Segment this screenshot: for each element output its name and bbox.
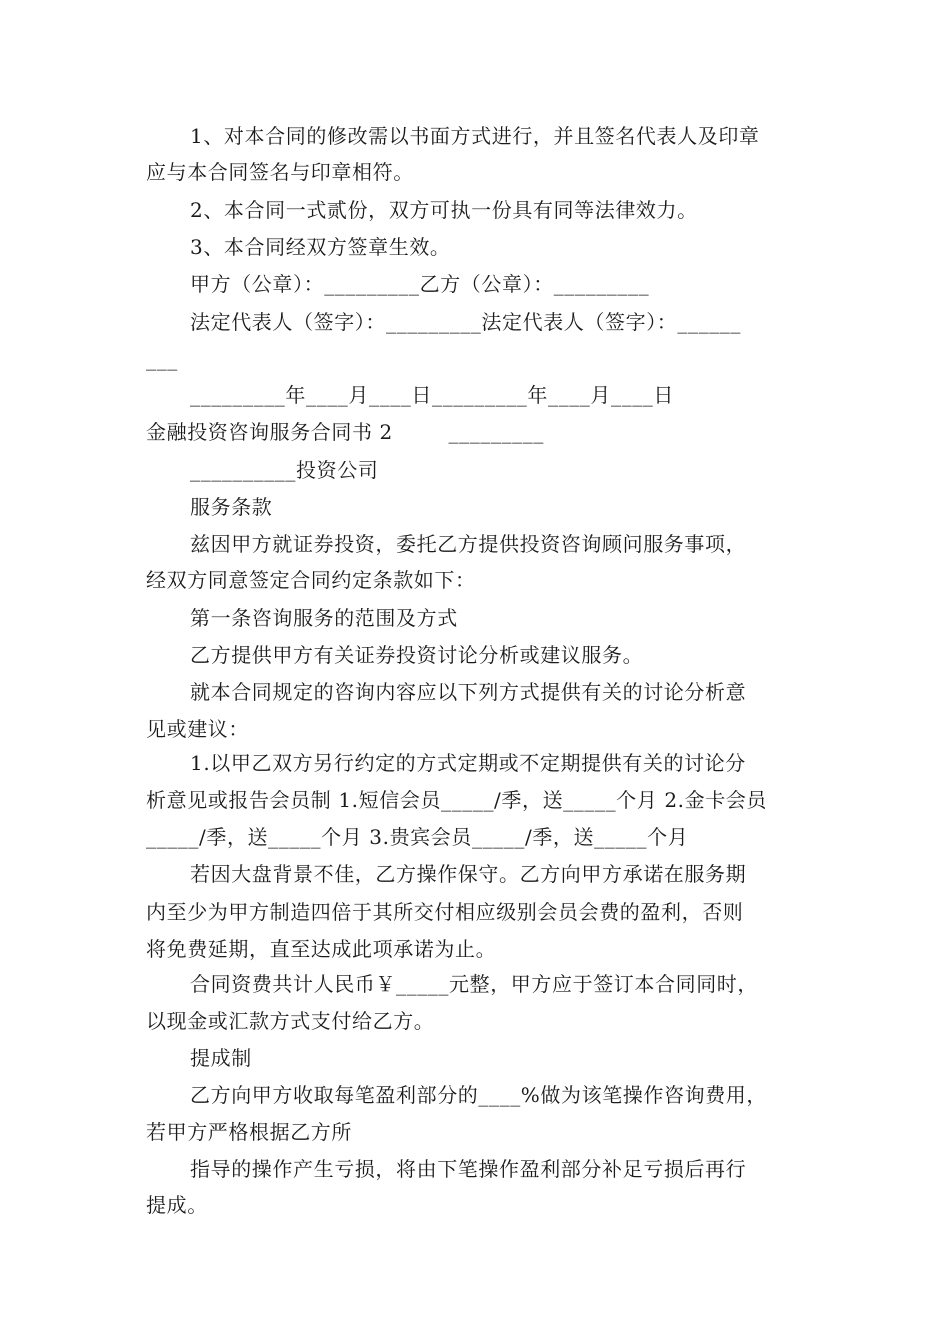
company-line: __________投资公司 (190, 458, 379, 482)
text-line: 应与本合同签名与印章相符。 (146, 160, 414, 184)
text-line: 见或建议： (146, 717, 249, 741)
membership-line: 析意见或报告会员制 1.短信会员_____/季，送_____个月 2.金卡会员 (146, 788, 768, 812)
text-line: 1、对本合同的修改需以书面方式进行，并且签名代表人及印章 (190, 124, 760, 148)
date-line: _________年____月____日_________年____月____日 (190, 383, 674, 407)
text-line: 就本合同规定的咨询内容应以下列方式提供有关的讨论分析意 (190, 680, 747, 704)
contract-title: 金融投资咨询服务合同书 2 _________ (146, 420, 544, 444)
text-line: 兹因甲方就证券投资，委托乙方提供投资咨询顾问服务事项， (190, 532, 747, 556)
membership-line: _____/季，送_____个月 3.贵宾会员_____/季，送_____个月 (146, 825, 689, 849)
text-line: 乙方提供甲方有关证券投资讨论分析或建议服务。 (190, 643, 644, 667)
signature-line-representative: 法定代表人（签字）：_________法定代表人（签字）：______ (190, 310, 741, 334)
section-heading: 服务条款 (190, 495, 273, 519)
text-line: 内至少为甲方制造四倍于其所交付相应级别会员会费的盈利，否则 (146, 900, 744, 924)
text-line: 指导的操作产生亏损，将由下笔操作盈利部分补足亏损后再行 (190, 1157, 747, 1181)
text-line: 若因大盘背景不佳，乙方操作保守。乙方向甲方承诺在服务期 (190, 862, 747, 886)
text-line: 经双方同意签定合同约定条款如下： (146, 568, 476, 592)
text-line: 1.以甲乙双方另行约定的方式定期或不定期提供有关的讨论分 (190, 751, 746, 775)
text-line: 若甲方严格根据乙方所 (146, 1120, 352, 1144)
commission-line: 乙方向甲方收取每笔盈利部分的____%做为该笔操作咨询费用， (190, 1083, 768, 1107)
fee-line: 合同资费共计人民币￥_____元整，甲方应于签订本合同同时， (190, 972, 758, 996)
text-line: 提成。 (146, 1193, 208, 1217)
text-line: 2、本合同一式贰份，双方可执一份具有同等法律效力。 (190, 198, 698, 222)
text-line: 3、本合同经双方签章生效。 (190, 235, 451, 259)
signature-line-seal: 甲方（公章）：_________乙方（公章）：_________ (190, 272, 650, 296)
section-heading: 提成制 (190, 1046, 252, 1070)
article-heading: 第一条咨询服务的范围及方式 (190, 606, 458, 630)
text-line: 以现金或汇款方式支付给乙方。 (146, 1009, 435, 1033)
text-line: ___ (146, 347, 178, 371)
text-line: 将免费延期，直至达成此项承诺为止。 (146, 937, 497, 961)
